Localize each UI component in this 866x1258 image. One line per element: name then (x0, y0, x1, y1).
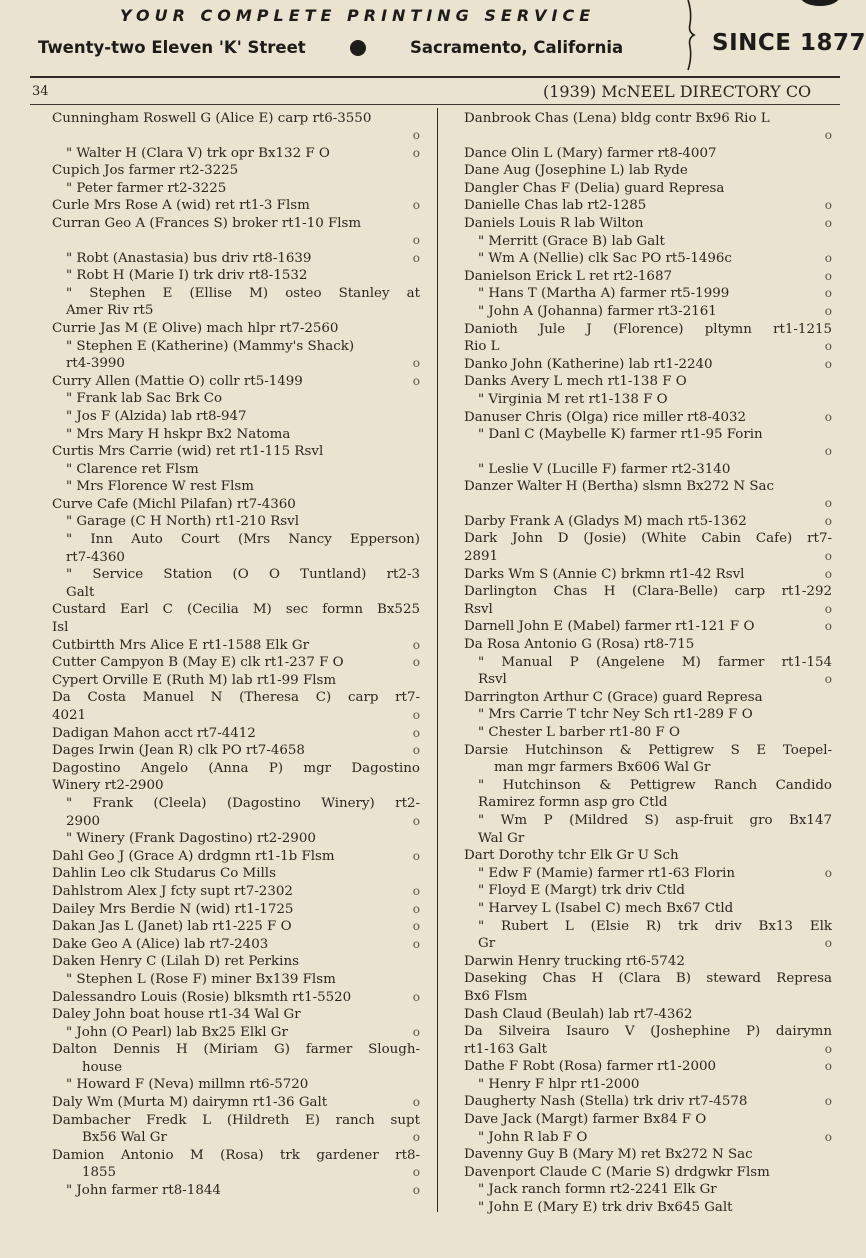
directory-entry (52, 989, 420, 1007)
entry-text: Da Rosa Antonio G (Rosa) rt8-715 (464, 637, 695, 653)
entry-text: " Clarence ret Flsm (66, 461, 199, 477)
banner-address: Twenty-two Eleven 'K' Street (38, 38, 306, 57)
directory-entry (52, 742, 420, 760)
entry-text: " John farmer rt8-1844 (66, 1183, 221, 1199)
entry-text: " Hutchinson & Pettigrew Ranch Candido (478, 777, 832, 793)
entry-continuation: 1855 (82, 1165, 117, 1181)
entry-continuation: Galt (66, 584, 95, 600)
directory-entry (464, 1023, 832, 1058)
directory-entry (464, 847, 832, 865)
entry-text: Dash Claud (Beulah) lab rt7-4362 (464, 1006, 693, 1022)
directory-entry (464, 409, 832, 427)
directory-entry (52, 320, 420, 338)
directory-entry (52, 865, 420, 883)
entry-marker: o (824, 549, 832, 564)
entry-text: Dalton Dennis H (Miriam G) farmer Slough- (52, 1042, 420, 1058)
directory-entry (464, 180, 832, 198)
entry-text: Dalessandro Louis (Rosie) blksmth rt1-5520 (52, 989, 352, 1005)
entry-text: Danielson Erick L ret rt2-1687 (464, 268, 672, 284)
directory-entry (52, 1094, 420, 1112)
entry-text: " Manual P (Angelene M) farmer rt1-154 (478, 654, 832, 670)
entry-continuation: rt1-163 Galt (464, 1041, 547, 1057)
entry-text: Cutbirtth Mrs Alice E rt1-1588 Elk Gr (52, 637, 310, 653)
entry-marker: o (412, 655, 420, 670)
entry-text: " Leslie V (Lucille F) farmer rt2-3140 (478, 461, 731, 477)
entry-text: Curry Allen (Mattie O) collr rt5-1499 (52, 373, 303, 389)
directory-entry (464, 1006, 832, 1024)
entry-text: Danks Avery L mech rt1-138 F O (464, 374, 687, 390)
entry-text: " Merritt (Grace B) lab Galt (478, 233, 665, 249)
entry-marker: o (412, 128, 420, 142)
entry-text: Cupich Jos farmer rt2-3225 (52, 163, 239, 179)
directory-entry (464, 478, 832, 511)
directory-entry (464, 513, 832, 531)
entry-marker: o (824, 251, 832, 266)
entry-text: Dane Aug (Josephine L) lab Ryde (464, 163, 688, 179)
entry-continuation: Ramirez formn asp gro Ctld (478, 795, 668, 811)
entry-text: " Mrs Carrie T tchr Ney Sch rt1-289 F O (478, 707, 753, 723)
directory-entry (464, 1146, 832, 1164)
directory-entry (52, 672, 420, 690)
directory-entry (464, 215, 832, 233)
directory-entry (464, 233, 832, 251)
directory-entry (464, 1076, 832, 1094)
entry-text: Dailey Mrs Berdie N (wid) rt1-1725 (52, 901, 294, 917)
directory-entry (52, 601, 420, 636)
directory-entry (52, 901, 420, 919)
entry-text: Darnell John E (Mabel) farmer rt1-121 F O (464, 619, 755, 635)
directory-entry (464, 1093, 832, 1111)
directory-entry (52, 1041, 420, 1076)
entry-text: Daniels Louis R lab Wilton (464, 215, 644, 231)
entry-text: " Henry F hlpr rt1-2000 (478, 1076, 640, 1092)
directory-entry (52, 197, 420, 215)
entry-text: " Stephen L (Rose F) miner Bx139 Flsm (66, 971, 336, 987)
directory-entry (464, 530, 832, 565)
entry-text: Danuser Chris (Olga) rice miller rt8-4032 (464, 409, 747, 425)
directory-entry (464, 356, 832, 374)
directory-entry (464, 250, 832, 268)
entry-text: Curtis Mrs Carrie (wid) ret rt1-115 Rsvl (52, 444, 324, 460)
entry-text: Dadigan Mahon acct rt7-4412 (52, 725, 256, 741)
entry-marker: o (412, 637, 420, 652)
directory-entry (52, 408, 420, 426)
directory-entry (464, 953, 832, 971)
entry-continuation: 2900 (66, 813, 101, 829)
directory-entry (52, 689, 420, 724)
running-head: (1939) McNEEL DIRECTORY CO (543, 82, 812, 101)
entry-text: Cypert Orville E (Ruth M) lab rt1-99 Flsm (52, 672, 337, 688)
directory-entry (52, 566, 420, 601)
entry-marker: o (412, 1130, 420, 1145)
entry-text: Danko John (Katherine) lab rt1-2240 (464, 356, 713, 372)
entry-continuation: 4021 (52, 708, 87, 723)
entry-continuation: Rsvl (478, 672, 507, 688)
entry-marker: o (824, 409, 832, 424)
entry-marker: o (824, 865, 832, 880)
directory-entry (52, 883, 420, 901)
entry-text: " Danl C (Maybelle K) farmer rt1-95 Forin (478, 427, 763, 443)
entry-text: Cunningham Roswell G (Alice E) carp rt6-3550 (52, 111, 372, 126)
entry-text: " Virginia M ret rt1-138 F O (478, 391, 668, 407)
entry-text: Daugherty Nash (Stella) trk driv rt7-4578 (464, 1094, 748, 1110)
entry-text: " Frank lab Sac Brk Co (66, 391, 223, 407)
directory-entry (52, 1112, 420, 1147)
entry-text: Danbrook Chas (Lena) bldg contr Bx96 Rio L (464, 111, 770, 126)
directory-entry (464, 583, 832, 618)
left-column (52, 110, 420, 1200)
entry-text: Dangler Chas F (Delia) guard Represa (464, 180, 725, 196)
entry-marker: o (824, 672, 832, 687)
directory-entry (52, 145, 420, 163)
right-column (464, 110, 832, 1217)
entry-text: " Stephen E (Katherine) (Mammy's Shack) (66, 338, 355, 354)
entry-marker: o (824, 356, 832, 371)
banner-tagline: YOUR COMPLETE PRINTING SERVICE (120, 6, 596, 25)
entry-marker: o (824, 128, 832, 142)
entry-continuation: 2891 (464, 549, 499, 565)
directory-entry (464, 285, 832, 303)
directory-entry (464, 812, 832, 847)
entry-text: Danielle Chas lab rt2-1285 (464, 198, 647, 214)
entry-continuation: Bx56 Wal Gr (82, 1130, 167, 1146)
entry-text: Curran Geo A (Frances S) broker rt1-10 Flsm (52, 215, 362, 231)
entry-text: " Walter H (Clara V) trk opr Bx132 F O (66, 145, 330, 161)
header-rule (30, 76, 840, 78)
directory-entry (464, 391, 832, 409)
entry-text: " Garage (C H North) rt1-210 Rsvl (66, 514, 300, 530)
entry-text: Daly Wm (Murta M) dairymn rt1-36 Galt (52, 1095, 328, 1111)
entry-marker: o (412, 356, 420, 371)
directory-entry (464, 1058, 832, 1076)
banner-city: Sacramento, California (410, 38, 624, 57)
entry-continuation: Amer Riv rt5 (66, 303, 154, 319)
entry-text: " Wm A (Nellie) clk Sac PO rt5-1496c (478, 251, 732, 267)
directory-entry (464, 865, 832, 883)
entry-marker: o (824, 1041, 832, 1056)
directory-entry (464, 1164, 832, 1182)
directory-entry (52, 426, 420, 444)
directory-entry (52, 830, 420, 848)
directory-entry (52, 443, 420, 461)
brace-divider (684, 0, 698, 70)
directory-entry (52, 267, 420, 285)
entry-continuation: rt4-3990 (66, 356, 125, 372)
directory-entry (52, 760, 420, 795)
entry-text: Daley John boat house rt1-34 Wal Gr (52, 1007, 301, 1023)
directory-entry (464, 426, 832, 459)
entry-text: Darsie Hutchinson & Pettigrew S E Toepel- (464, 742, 832, 758)
entry-marker: o (824, 339, 832, 354)
directory-entry (52, 531, 420, 566)
entry-text: Davenny Guy B (Mary M) ret Bx272 N Sac (464, 1147, 753, 1163)
page-number: 34 (32, 84, 49, 99)
directory-entry (52, 654, 420, 672)
directory-entry (464, 197, 832, 215)
entry-text: Custard Earl C (Cecilia M) sec formn Bx525 (52, 602, 420, 618)
directory-entry (464, 373, 832, 391)
entry-continuation: Isl (52, 620, 69, 636)
directory-entry (464, 145, 832, 163)
entry-text: Curve Cafe (Michl Pilafan) rt7-4360 (52, 496, 296, 512)
directory-entry (52, 953, 420, 971)
directory-entry (464, 268, 832, 286)
entry-marker: o (824, 513, 832, 528)
entry-marker: o (824, 303, 832, 318)
directory-entry (52, 478, 420, 496)
entry-text: Dambacher Fredk L (Hildreth E) ranch supt (52, 1112, 420, 1128)
entry-text: Darby Frank A (Gladys M) mach rt5-1362 (464, 513, 747, 529)
entry-marker: o (412, 232, 420, 247)
entry-text: Dathe F Robt (Rosa) farmer rt1-2000 (464, 1059, 717, 1075)
entry-text: Dake Geo A (Alice) lab rt7-2403 (52, 936, 269, 952)
entry-text: Da Silveira Isauro V (Joshephine P) dairymn (464, 1024, 832, 1040)
entry-text: Damion Antonio M (Rosa) trk gardener rt8- (52, 1147, 420, 1163)
entry-marker: o (824, 496, 832, 511)
entry-marker: o (824, 444, 832, 459)
directory-entry (52, 725, 420, 743)
directory-entry (464, 321, 832, 356)
directory-entry (52, 461, 420, 479)
directory-entry (464, 1111, 832, 1129)
directory-entry (52, 250, 420, 268)
entry-marker: o (412, 1165, 420, 1180)
entry-marker: o (412, 373, 420, 388)
entry-text: Da Costa Manuel N (Theresa C) carp rt7- (52, 690, 420, 706)
entry-continuation: Bx6 Flsm (464, 988, 528, 1004)
entry-marker: o (412, 919, 420, 934)
entry-text: " Winery (Frank Dagostino) rt2-2900 (66, 831, 316, 847)
directory-entry (52, 180, 420, 198)
directory-entry (52, 373, 420, 391)
entry-text: " Floyd E (Margt) trk driv Ctld (478, 883, 685, 899)
entry-text: " Edw F (Mamie) farmer rt1-63 Florin (478, 865, 736, 881)
directory-entry (464, 1199, 832, 1217)
directory-entry (52, 936, 420, 954)
entry-marker: o (412, 145, 420, 160)
directory-entry (52, 848, 420, 866)
entry-marker: o (824, 566, 832, 581)
entry-text: Dark John D (Josie) (White Cabin Cafe) rt7- (464, 531, 832, 547)
entry-text: Dart Dorothy tchr Elk Gr U Sch (464, 848, 679, 864)
entry-marker: o (824, 215, 832, 230)
entry-text: " Robt (Anastasia) bus driv rt8-1639 (66, 250, 312, 266)
banner-address-line (38, 38, 668, 57)
directory-entry (52, 496, 420, 514)
directory-entry (464, 777, 832, 812)
entry-text: Dahlin Leo clk Studarus Co Mills (52, 866, 276, 882)
entry-continuation: house (82, 1059, 123, 1075)
directory-entry (464, 742, 832, 777)
entry-continuation: Wal Gr (478, 830, 525, 846)
entry-text: Daken Henry C (Lilah D) ret Perkins (52, 954, 299, 970)
directory-entry (52, 1182, 420, 1200)
entry-marker: o (824, 601, 832, 616)
entry-text: " Harvey L (Isabel C) mech Bx67 Ctld (478, 900, 734, 916)
ink-blob (800, 0, 840, 6)
entry-continuation: Rsvl (464, 601, 493, 617)
entry-text: Dance Olin L (Mary) farmer rt8-4007 (464, 145, 717, 161)
entry-marker: o (824, 936, 832, 951)
entry-marker: o (412, 883, 420, 898)
entry-text: Dahlstrom Alex J fcty supt rt7-2302 (52, 883, 293, 899)
entry-marker: o (412, 1095, 420, 1110)
directory-entry (464, 654, 832, 689)
entry-continuation: Gr (478, 936, 496, 952)
entry-text: Dakan Jas L (Janet) lab rt1-225 F O (52, 919, 292, 935)
entry-text: Currie Jas M (E Olive) mach hlpr rt7-2560 (52, 320, 339, 336)
entry-text: " Mrs Mary H hskpr Bx2 Natoma (66, 426, 291, 442)
subheader-rule (30, 104, 840, 105)
directory-entry (464, 618, 832, 636)
entry-text: Dages Irwin (Jean R) clk PO rt7-4658 (52, 743, 305, 759)
entry-text: Darrington Arthur C (Grace) guard Represa (464, 689, 763, 705)
since-label: SINCE 1877 (712, 30, 866, 56)
entry-marker: o (412, 1024, 420, 1039)
entry-marker: o (412, 198, 420, 213)
entry-text: " John A (Johanna) farmer rt3-2161 (478, 303, 717, 319)
directory-entry (464, 303, 832, 321)
entry-text: " Inn Auto Court (Mrs Nancy Epperson) (66, 532, 420, 548)
entry-text: Darlington Chas H (Clara-Belle) carp rt1-292 (464, 584, 832, 600)
entry-marker: o (824, 619, 832, 634)
directory-entry (464, 689, 832, 707)
directory-entry (464, 566, 832, 584)
entry-marker: o (412, 901, 420, 916)
directory-entry (52, 1024, 420, 1042)
column-divider (437, 108, 438, 1212)
entry-marker: o (824, 286, 832, 301)
directory-entry (464, 882, 832, 900)
entry-text: " Wm P (Mildred S) asp-fruit gro Bx147 (478, 812, 832, 828)
directory-entry (52, 971, 420, 989)
directory-entry (52, 1006, 420, 1024)
entry-marker: o (412, 708, 420, 722)
entry-text: Davenport Claude C (Marie S) drdgwkr Flsm (464, 1164, 770, 1180)
directory-entry (464, 461, 832, 479)
entry-text: " Peter farmer rt2-3225 (66, 180, 227, 196)
directory-entry (464, 162, 832, 180)
entry-text: " Howard F (Neva) millmn rt6-5720 (66, 1077, 309, 1093)
entry-text: Dagostino Angelo (Anna P) mgr Dagostino (52, 760, 420, 776)
entry-text: Danzer Walter H (Bertha) slsmn Bx272 N Sac (464, 479, 775, 495)
entry-text: " John (O Pearl) lab Bx25 Elkl Gr (66, 1024, 288, 1040)
directory-entry (52, 637, 420, 655)
directory-entry (52, 285, 420, 320)
entry-continuation: rt7-4360 (66, 549, 125, 565)
entry-text: Cutter Campyon B (May E) clk rt1-237 F O (52, 655, 344, 671)
entry-marker: o (824, 268, 832, 283)
entry-text: " Robt H (Marie I) trk driv rt8-1532 (66, 268, 308, 284)
directory-entry (52, 162, 420, 180)
directory-entry (52, 110, 420, 142)
bullet-dot (350, 40, 366, 56)
entry-text: Curle Mrs Rose A (wid) ret rt1-3 Flsm (52, 198, 310, 214)
directory-entry (464, 1181, 832, 1199)
entry-continuation: Rio L (464, 339, 500, 355)
directory-entry (52, 1147, 420, 1182)
entry-text: Danioth Jule J (Florence) pltymn rt1-1215 (464, 321, 832, 337)
directory-entry (464, 724, 832, 742)
entry-marker: o (412, 989, 420, 1004)
entry-text: Dahl Geo J (Grace A) drdgmn rt1-1b Flsm (52, 848, 335, 864)
entry-text: Darwin Henry trucking rt6-5742 (464, 953, 685, 969)
directory-entry (52, 1076, 420, 1094)
entry-text: " Jack ranch formn rt2-2241 Elk Gr (478, 1182, 717, 1198)
directory-entry (464, 918, 832, 953)
entry-marker: o (412, 936, 420, 951)
entry-text: " Frank (Cleela) (Dagostino Winery) rt2- (66, 795, 420, 811)
directory-entry (52, 338, 420, 373)
entry-marker: o (412, 813, 420, 828)
entry-continuation: man mgr farmers Bx606 Wal Gr (494, 760, 711, 776)
directory-entry (464, 110, 832, 142)
entry-text: " Service Station (O O Tuntland) rt2-3 (66, 567, 420, 583)
directory-entry (464, 706, 832, 724)
entry-continuation: Winery rt2-2900 (52, 778, 164, 794)
entry-text: " Jos F (Alzida) lab rt8-947 (66, 408, 247, 424)
entry-marker: o (824, 198, 832, 213)
entry-marker: o (412, 1183, 420, 1198)
entry-text: Dave Jack (Margt) farmer Bx84 F O (464, 1112, 707, 1128)
directory-entry (464, 970, 832, 1005)
entry-text: " Mrs Florence W rest Flsm (66, 479, 254, 495)
directory-entry (464, 1129, 832, 1147)
entry-marker: o (412, 848, 420, 863)
entry-marker: o (412, 725, 420, 740)
entry-text: " Stephen E (Ellise M) osteo Stanley at (66, 285, 420, 301)
entry-marker: o (412, 743, 420, 758)
entry-text: " John R lab F O (478, 1129, 588, 1145)
entry-marker: o (824, 1129, 832, 1144)
directory-entry (464, 900, 832, 918)
directory-entry (52, 918, 420, 936)
directory-entry (52, 513, 420, 531)
directory-entry (52, 215, 420, 247)
entry-marker: o (412, 250, 420, 265)
entry-text: " John E (Mary E) trk driv Bx645 Galt (478, 1200, 733, 1216)
entry-text: " Chester L barber rt1-80 F O (478, 725, 680, 740)
directory-entry (52, 390, 420, 408)
entry-marker: o (824, 1094, 832, 1109)
entry-text: " Rubert L (Elsie R) trk driv Bx13 Elk (478, 918, 832, 934)
entry-text: Darks Wm S (Annie C) brkmn rt1-42 Rsvl (464, 566, 745, 582)
entry-text: " Hans T (Martha A) farmer rt5-1999 (478, 286, 730, 302)
directory-entry (464, 636, 832, 654)
entry-text: Daseking Chas H (Clara B) steward Represa (464, 971, 832, 987)
directory-entry (52, 795, 420, 830)
entry-marker: o (824, 1059, 832, 1074)
